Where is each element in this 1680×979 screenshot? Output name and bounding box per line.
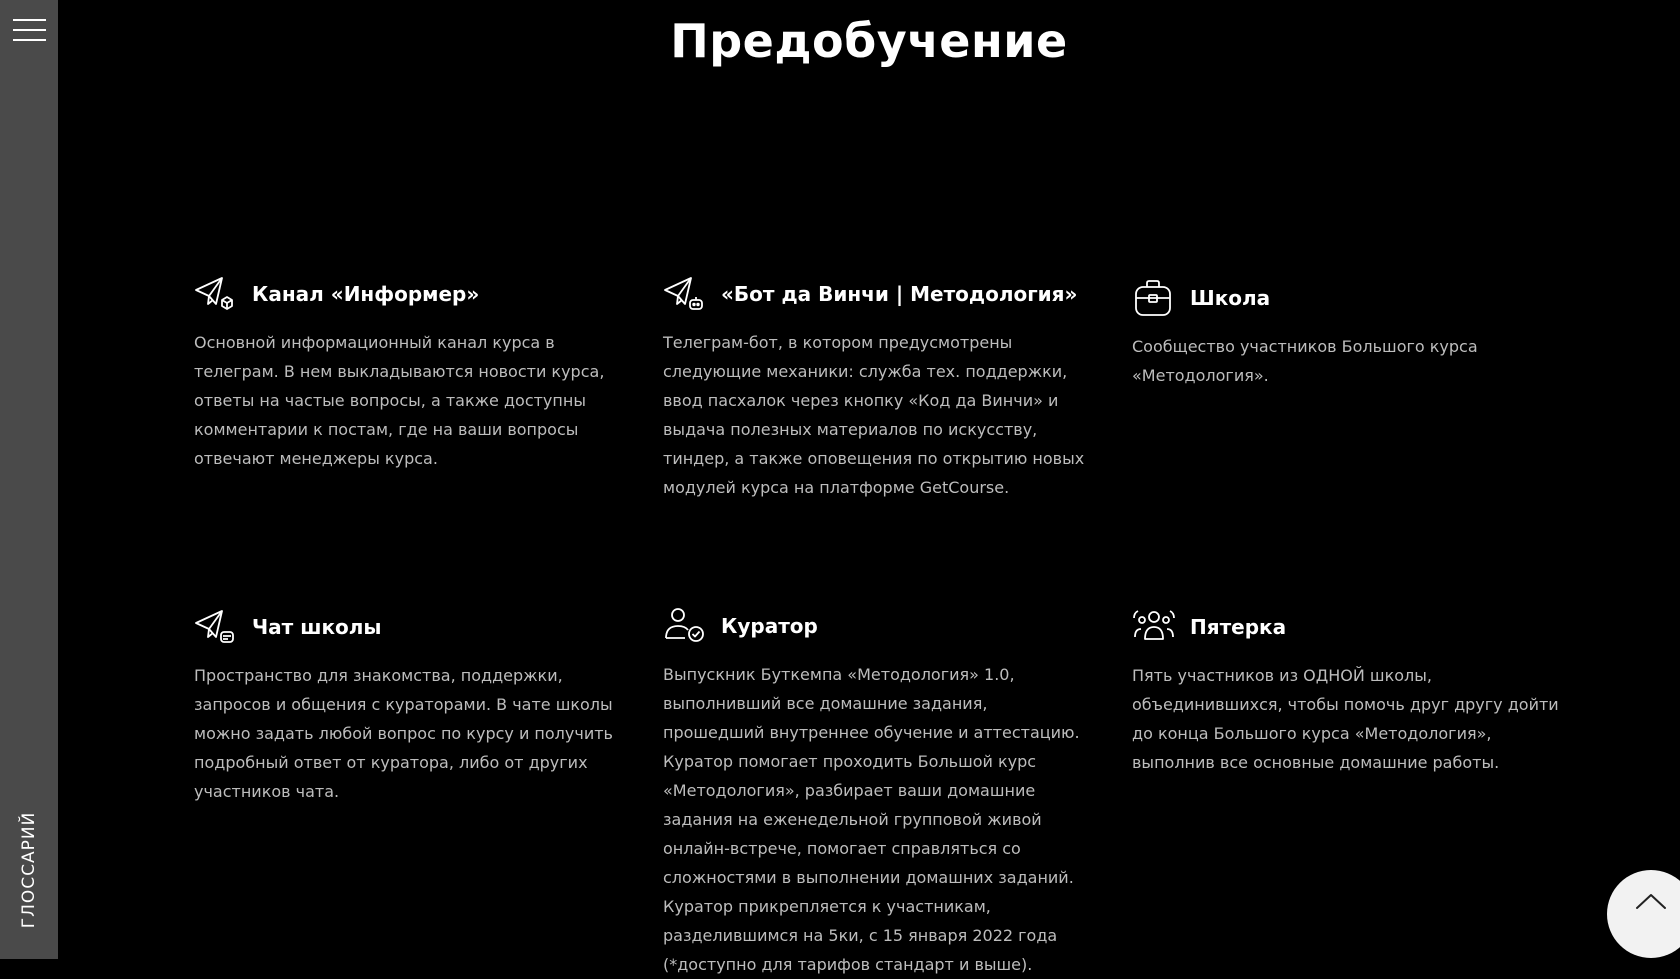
card-school [1132, 278, 1562, 390]
card-informer [194, 274, 624, 473]
card-title: Чат школы [252, 615, 382, 639]
card-text: Основной информационный канал курса в телеграм. В нем выкладываются новости курса, ответы на частые вопросы, а также доступны комментарии к постам, где на ваши вопросы отвечают менеджеры курса. [194, 333, 605, 468]
card-text: Пространство для знакомства, поддержки, запросов и общения с кураторами. В чате школы можно задать любой вопрос по курсу и получить подробный ответ от куратора, либо от других участников чата. [194, 666, 613, 801]
menu-line [13, 29, 46, 31]
telegram-chat-icon [194, 607, 238, 647]
card-chat [194, 607, 624, 806]
menu-line [13, 39, 46, 41]
card-five [1132, 607, 1562, 777]
page-title: Предобучение [670, 14, 1068, 68]
card-text: Выпускник Буткемпа «Методология» 1.0, выполнивший все домашние задания, прошедший внутреннее обучение и аттестацию. Куратор помогает проходить Большой курс «Методология», разбирает ваши домашние задания на еженедельной групповой живой онлайн-встрече, помогает справляться со сложностями в выполнении домашних заданий. Куратор прикрепляется к участникам, разделившимся на 5ки, с 15 января 2022 года (*доступно для тарифов стандарт и выше). [663, 665, 1080, 974]
card-title: Школа [1190, 286, 1271, 310]
glossary-link[interactable]: ГЛОССАРИЙ [19, 811, 39, 929]
group-five-icon [1132, 607, 1176, 647]
menu-icon[interactable] [13, 18, 46, 42]
telegram-bot-icon [663, 274, 707, 314]
card-title: Куратор [721, 614, 818, 638]
school-bag-icon [1132, 278, 1176, 318]
menu-line [13, 19, 46, 21]
scroll-to-top-button[interactable] [1607, 870, 1680, 958]
card-title: «Бот да Винчи | Методология» [721, 282, 1078, 306]
card-text: Сообщество участников Большого курса «Методология». [1132, 337, 1478, 385]
telegram-dice-icon [194, 274, 238, 314]
card-title: Канал «Информер» [252, 282, 480, 306]
sidebar [0, 0, 58, 959]
card-title: Пятерка [1190, 615, 1287, 639]
card-bot [663, 274, 1093, 502]
card-text: Пять участников из ОДНОЙ школы, объединившихся, чтобы помочь друг другу дойти до конца Большого курса «Методология», выполнив все основные домашние работы. [1132, 666, 1559, 772]
curator-check-icon [663, 606, 707, 646]
card-curator [663, 606, 1093, 979]
chevron-up-icon [1607, 870, 1680, 958]
card-text: Телеграм-бот, в котором предусмотрены следующие механики: служба тех. поддержки, ввод пасхалок через кнопку «Код да Винчи» и выдача полезных материалов по искусству, тиндер, а также оповещения по открытию новых модулей курса на платформе GetCourse. [663, 333, 1085, 497]
